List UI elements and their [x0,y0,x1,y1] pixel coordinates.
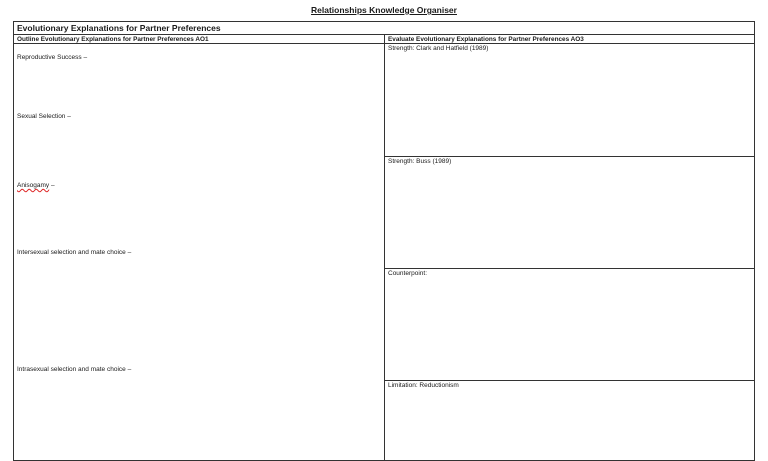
ao3-column-header: Evaluate Evolutionary Explanations for Partner Preferences AO3 [385,35,754,44]
anisogamy-dash: – [49,182,55,189]
anisogamy-term: Anisogamy [17,182,50,189]
knowledge-table [13,21,755,461]
ao1-anisogamy [17,182,55,189]
table-heading: Evolutionary Explanations for Partner Preferences [14,22,754,35]
document-title: Relationships Knowledge Organiser [311,5,457,15]
ao3-cell-counterpoint [385,269,754,381]
ao3-cell-reductionism [385,381,754,461]
ao3-cell-clark-hatfield [385,44,754,157]
ao1-intersexual-selection: Intersexual selection and mate choice – [17,249,132,256]
ao3-label: Strength: Clark and Hatfield (1989) [388,45,489,52]
ao3-label: Counterpoint: [388,270,428,277]
ao3-label: Strength: Buss (1989) [388,158,452,165]
ao3-cell-buss [385,157,754,269]
ao3-label: Limitation: Reductionism [388,382,459,389]
ao1-column-header: Outline Evolutionary Explanations for Partner Preferences AO1 [14,35,384,44]
ao1-sexual-selection: Sexual Selection – [17,113,71,120]
ao1-intrasexual-selection: Intrasexual selection and mate choice – [17,366,132,373]
ao1-reproductive-success: Reproductive Success – [17,54,88,61]
